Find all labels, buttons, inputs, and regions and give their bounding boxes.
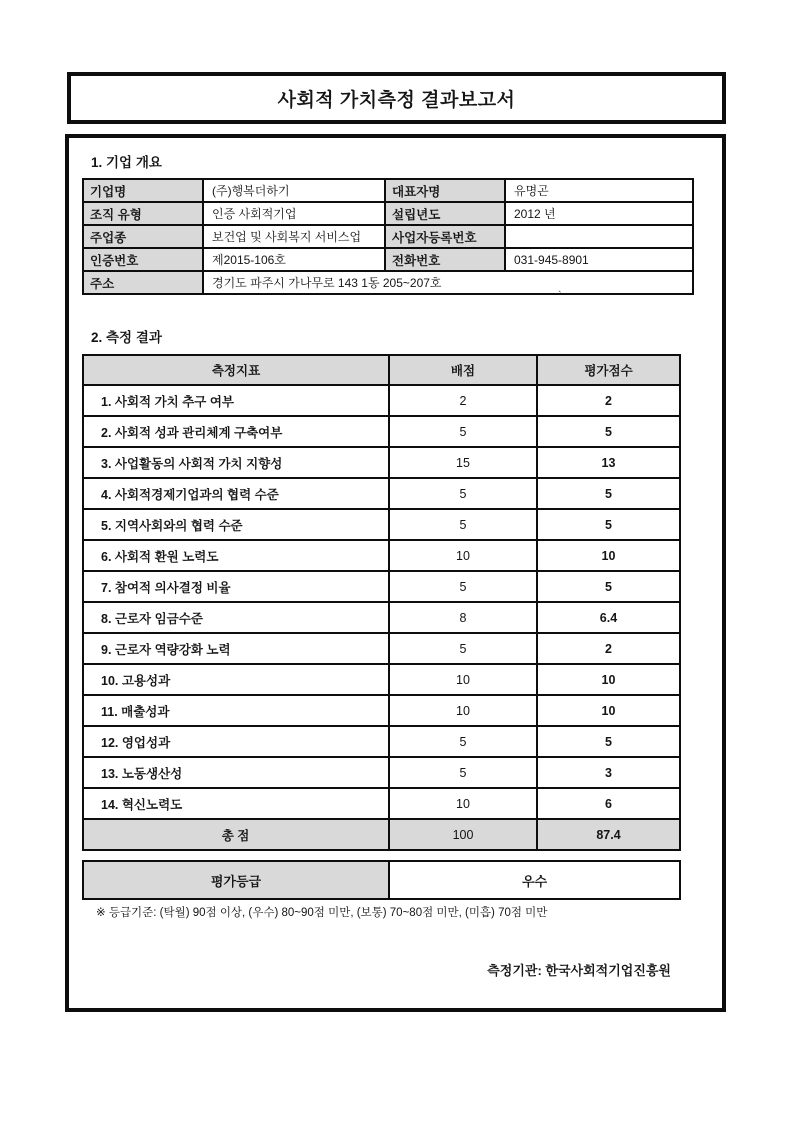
indicator-cell: 10. 고용성과 bbox=[83, 664, 389, 695]
industry-value: 보건업 및 사회복지 서비스업 bbox=[203, 225, 385, 248]
address-label: 주소 bbox=[83, 271, 203, 294]
table-row bbox=[83, 664, 680, 695]
score-cell: 10 bbox=[537, 540, 680, 571]
table-row bbox=[83, 757, 680, 788]
indicator-cell: 2. 사회적 성과 관리체계 구축여부 bbox=[83, 416, 389, 447]
table-row bbox=[83, 202, 693, 225]
indicator-cell: 5. 지역사회와의 협력 수준 bbox=[83, 509, 389, 540]
company-info-table bbox=[82, 178, 694, 295]
score-cell: 5 bbox=[537, 478, 680, 509]
points-column-header: 배점 bbox=[389, 355, 537, 385]
stray-tick-mark: ` bbox=[558, 290, 562, 302]
points-cell: 5 bbox=[389, 509, 537, 540]
score-cell: 13 bbox=[537, 447, 680, 478]
indicator-cell: 1. 사회적 가치 추구 여부 bbox=[83, 385, 389, 416]
grade-table bbox=[82, 860, 681, 900]
ceo-name-value: 유명곤 bbox=[505, 179, 693, 202]
table-row bbox=[83, 225, 693, 248]
points-cell: 5 bbox=[389, 633, 537, 664]
table-row bbox=[83, 447, 680, 478]
score-cell: 5 bbox=[537, 726, 680, 757]
indicator-cell: 8. 근로자 임금수준 bbox=[83, 602, 389, 633]
table-row bbox=[83, 540, 680, 571]
score-cell: 5 bbox=[537, 509, 680, 540]
table-row bbox=[83, 179, 693, 202]
table-row bbox=[83, 861, 680, 899]
org-type-label: 조직 유형 bbox=[83, 202, 203, 225]
cert-no-label: 인증번호 bbox=[83, 248, 203, 271]
indicator-column-header: 측정지표 bbox=[83, 355, 389, 385]
points-cell: 10 bbox=[389, 695, 537, 726]
points-cell: 5 bbox=[389, 478, 537, 509]
indicator-cell: 12. 영업성과 bbox=[83, 726, 389, 757]
table-row bbox=[83, 478, 680, 509]
report-body-box bbox=[65, 134, 726, 1012]
industry-label: 주업종 bbox=[83, 225, 203, 248]
phone-value: 031-945-8901 bbox=[505, 248, 693, 271]
points-cell: 5 bbox=[389, 571, 537, 602]
score-column-header: 평가점수 bbox=[537, 355, 680, 385]
points-cell: 5 bbox=[389, 416, 537, 447]
table-row bbox=[83, 602, 680, 633]
points-cell: 10 bbox=[389, 664, 537, 695]
score-cell: 5 bbox=[537, 571, 680, 602]
table-row bbox=[83, 571, 680, 602]
indicator-cell: 9. 근로자 역량강화 노력 bbox=[83, 633, 389, 664]
score-cell: 3 bbox=[537, 757, 680, 788]
grade-criteria-note: ※ 등급기준: (탁월) 90점 이상, (우수) 80~90점 미만, (보통) 70~80점 미만, (미흡) 70점 미만 bbox=[96, 907, 548, 919]
score-cell: 6.4 bbox=[537, 602, 680, 633]
score-cell: 5 bbox=[537, 416, 680, 447]
table-row bbox=[83, 385, 680, 416]
score-cell: 10 bbox=[537, 695, 680, 726]
table-row bbox=[83, 633, 680, 664]
total-label: 총 점 bbox=[83, 819, 389, 850]
points-cell: 15 bbox=[389, 447, 537, 478]
indicator-cell: 3. 사업활동의 사회적 가치 지향성 bbox=[83, 447, 389, 478]
score-cell: 6 bbox=[537, 788, 680, 819]
indicator-cell: 4. 사회적경제기업과의 협력 수준 bbox=[83, 478, 389, 509]
points-cell: 10 bbox=[389, 788, 537, 819]
score-cell: 2 bbox=[537, 385, 680, 416]
company-name-label: 기업명 bbox=[83, 179, 203, 202]
report-title: 사회적 가치측정 결과보고서 bbox=[277, 89, 516, 111]
biz-reg-no-value bbox=[505, 225, 693, 248]
measurement-result-table bbox=[82, 354, 681, 851]
total-row bbox=[83, 819, 680, 850]
table-row bbox=[83, 271, 693, 294]
grade-value: 우수 bbox=[389, 861, 680, 899]
table-row bbox=[83, 695, 680, 726]
table-row bbox=[83, 416, 680, 447]
biz-reg-no-label: 사업자등록번호 bbox=[385, 225, 505, 248]
points-cell: 8 bbox=[389, 602, 537, 633]
points-cell: 10 bbox=[389, 540, 537, 571]
total-points: 100 bbox=[389, 819, 537, 850]
phone-label: 전화번호 bbox=[385, 248, 505, 271]
company-name-value: (주)행복더하기 bbox=[203, 179, 385, 202]
table-row bbox=[83, 509, 680, 540]
indicator-cell: 7. 참여적 의사결정 비율 bbox=[83, 571, 389, 602]
table-row bbox=[83, 248, 693, 271]
total-score: 87.4 bbox=[537, 819, 680, 850]
cert-no-value: 제2015-106호 bbox=[203, 248, 385, 271]
table-row bbox=[83, 726, 680, 757]
indicator-cell: 6. 사회적 환원 노력도 bbox=[83, 540, 389, 571]
points-cell: 5 bbox=[389, 726, 537, 757]
table-header-row bbox=[83, 355, 680, 385]
table-row bbox=[83, 788, 680, 819]
founded-year-label: 설립년도 bbox=[385, 202, 505, 225]
ceo-name-label: 대표자명 bbox=[385, 179, 505, 202]
score-cell: 2 bbox=[537, 633, 680, 664]
points-cell: 5 bbox=[389, 757, 537, 788]
measurement-section-heading: 2. 측정 결과 bbox=[91, 330, 162, 345]
grade-label: 평가등급 bbox=[83, 861, 389, 899]
indicator-cell: 14. 혁신노력도 bbox=[83, 788, 389, 819]
points-cell: 2 bbox=[389, 385, 537, 416]
measuring-agency: 측정기관: 한국사회적기업진흥원 bbox=[487, 963, 671, 978]
company-section-heading: 1. 기업 개요 bbox=[91, 155, 162, 170]
report-title-box bbox=[67, 72, 726, 124]
address-value: 경기도 파주시 가나무로 143 1동 205~207호 bbox=[203, 271, 693, 294]
score-cell: 10 bbox=[537, 664, 680, 695]
indicator-cell: 13. 노동생산성 bbox=[83, 757, 389, 788]
org-type-value: 인증 사회적기업 bbox=[203, 202, 385, 225]
indicator-cell: 11. 매출성과 bbox=[83, 695, 389, 726]
founded-year-value: 2012 년 bbox=[505, 202, 693, 225]
